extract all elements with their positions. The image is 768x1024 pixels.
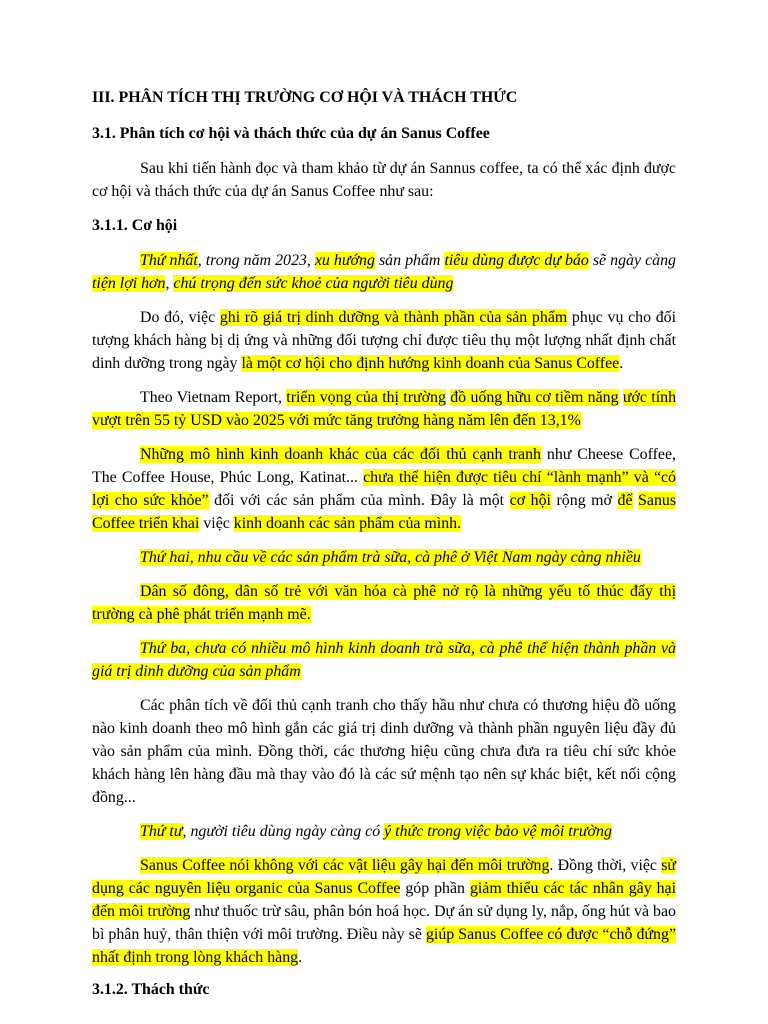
subsection-heading-challenges: 3.1.2. Thách thức	[92, 981, 210, 998]
text-segment: góp phần	[400, 880, 470, 897]
competitors-paragraph	[92, 443, 676, 535]
text-segment: , trong năm 2023,	[197, 252, 315, 269]
text-segment: rộng mở	[550, 492, 618, 509]
text-segment: Sanus Coffee triển khai	[92, 492, 677, 532]
text-segment: .	[298, 949, 303, 966]
text-segment: Những mô hình kinh doanh khác của các đối thủ cạnh tranh	[140, 446, 541, 463]
text-segment: .	[619, 355, 624, 372]
text-segment: sử dụng các nguyên liệu organic của Sanus Coffee	[92, 857, 676, 897]
text-segment: ghi rõ giá trị dinh dưỡng và thành phần của sản phẩm	[219, 309, 568, 326]
text-segment: tiêu dùng được dự báo	[444, 252, 589, 269]
subsection-heading-opportunities: 3.1.1. Cơ hội	[92, 217, 178, 234]
opportunity-3-paragraph	[92, 637, 676, 683]
text-segment: là một cơ hội cho định hướng kinh doanh của Sanus Coffee	[241, 355, 620, 372]
text-segment: Thứ nhất	[140, 252, 198, 269]
text-segment: xu hướng	[314, 252, 375, 269]
text-segment: phục vụ cho đối tượng khách hàng bị dị ứng và những đối tượng chỉ được tiêu thụ một lượng nhất định chất dinh dưỡng trong ngày	[92, 309, 677, 372]
text-segment: việc	[199, 515, 234, 532]
text-segment: Thứ ba, chưa có nhiều mô hình kinh doanh trà sữa, cà phê thể hiện thành phần và giá trị dinh dưỡng của sản phẩm	[92, 640, 676, 680]
text-segment: đối với các sản phẩm của mình. Đây là một	[208, 492, 510, 509]
opportunity-2-detail-paragraph	[92, 580, 676, 626]
text-segment: như Cheese Coffee, The Coffee House, Phúc Long, Katinat...	[92, 446, 677, 486]
text-segment: , người tiêu dùng ngày càng có	[182, 823, 385, 840]
text-segment: giảm thiểu các tác nhân gây hại đến môi trường	[92, 880, 677, 920]
text-segment: sản phẩm	[374, 252, 445, 269]
text-segment: ,	[165, 275, 174, 292]
text-segment: chưa thể hiện được tiêu chí “lành mạnh” và “có lợi cho sức khỏe”	[92, 469, 676, 509]
opportunity-2-paragraph	[92, 546, 676, 569]
opportunity-1-paragraph	[92, 249, 676, 295]
vietnam-report-paragraph	[92, 386, 676, 432]
opportunity-4-paragraph	[92, 820, 676, 843]
text-segment: Do đó, việc	[140, 309, 220, 326]
text-segment: kinh doanh các sản phẩm của mình.	[233, 515, 462, 532]
text-segment: Thứ hai, nhu cầu về các sản phẩm trà sữa, cà phê ở Việt Nam ngày càng nhiều	[140, 549, 641, 566]
text-segment: tiện lợi hơn	[92, 275, 166, 292]
text-segment: triển vọng của thị trường	[286, 389, 446, 406]
section-heading-main: III. PHÂN TÍCH THỊ TRƯỜNG CƠ HỘI VÀ THÁCH THỨC	[92, 89, 518, 106]
text-segment: để	[617, 492, 633, 509]
text-segment: Dân số đông, dân số trẻ với văn hóa cà phê nở rộ là những yếu tố thúc đẩy thị trường cà phê phát triển mạnh mẽ.	[92, 583, 676, 623]
text-segment: Sanus Coffee nói không với các vật liệu gây hại đến môi trường	[140, 857, 550, 874]
intro-paragraph: Sau khi tiến hành đọc và tham khảo từ dự án Sannus coffee, ta có thể xác định được cơ hội và thách thức của dự án Sanus Coffee như sau:	[92, 160, 676, 200]
text-segment: như thuốc trừ sâu, phân bón hoá học. Dự án sử dụng ly, nắp, ống hút và bao bì phân huỷ, thân thiện với môi trường. Điều này sẽ	[92, 903, 676, 943]
text-segment: sẽ ngày càng	[588, 252, 676, 269]
text-segment: cơ hội	[509, 492, 551, 509]
section-heading-3-1: 3.1. Phân tích cơ hội và thách thức của dự án Sanus Coffee	[92, 125, 490, 142]
text-segment: chú trọng đến sức khoẻ của người tiêu dùng	[173, 275, 454, 292]
text-segment: đồ uống hữu cơ tiềm năng	[450, 389, 619, 406]
opportunity-3-detail-paragraph: Các phân tích về đối thủ cạnh tranh cho thấy hầu như chưa có thương hiệu đồ uống nào kinh doanh theo mô hình gắn các giá trị dinh dưỡng và thành phần nguyên liệu đầy đủ vào sản phẩm của mình. Đồng thời, các thương hiệu cũng chưa đưa ra tiêu chí sức khỏe khách hàng lên hàng đầu mà thay vào đó là các sứ mệnh tạo nên sự khác biệt, kết nối cộng đồng...	[92, 697, 676, 806]
text-segment: giúp Sanus Coffee có được “chỗ đứng” nhất định trong lòng khách hàng	[92, 926, 676, 966]
opportunity-1-detail-paragraph	[92, 306, 676, 375]
text-segment: Theo Vietnam Report,	[140, 389, 287, 406]
text-segment: Thứ tư	[140, 823, 183, 840]
text-segment: ước tính vượt trên 55 tỷ USD vào 2025 với mức tăng trưởng hàng năm lên đến 13,1%	[92, 389, 677, 429]
opportunity-4-detail-paragraph	[92, 854, 676, 969]
text-segment: . Đồng thời, việc	[549, 857, 662, 874]
text-segment: ý thức trong việc bảo vệ môi trường	[384, 823, 612, 840]
